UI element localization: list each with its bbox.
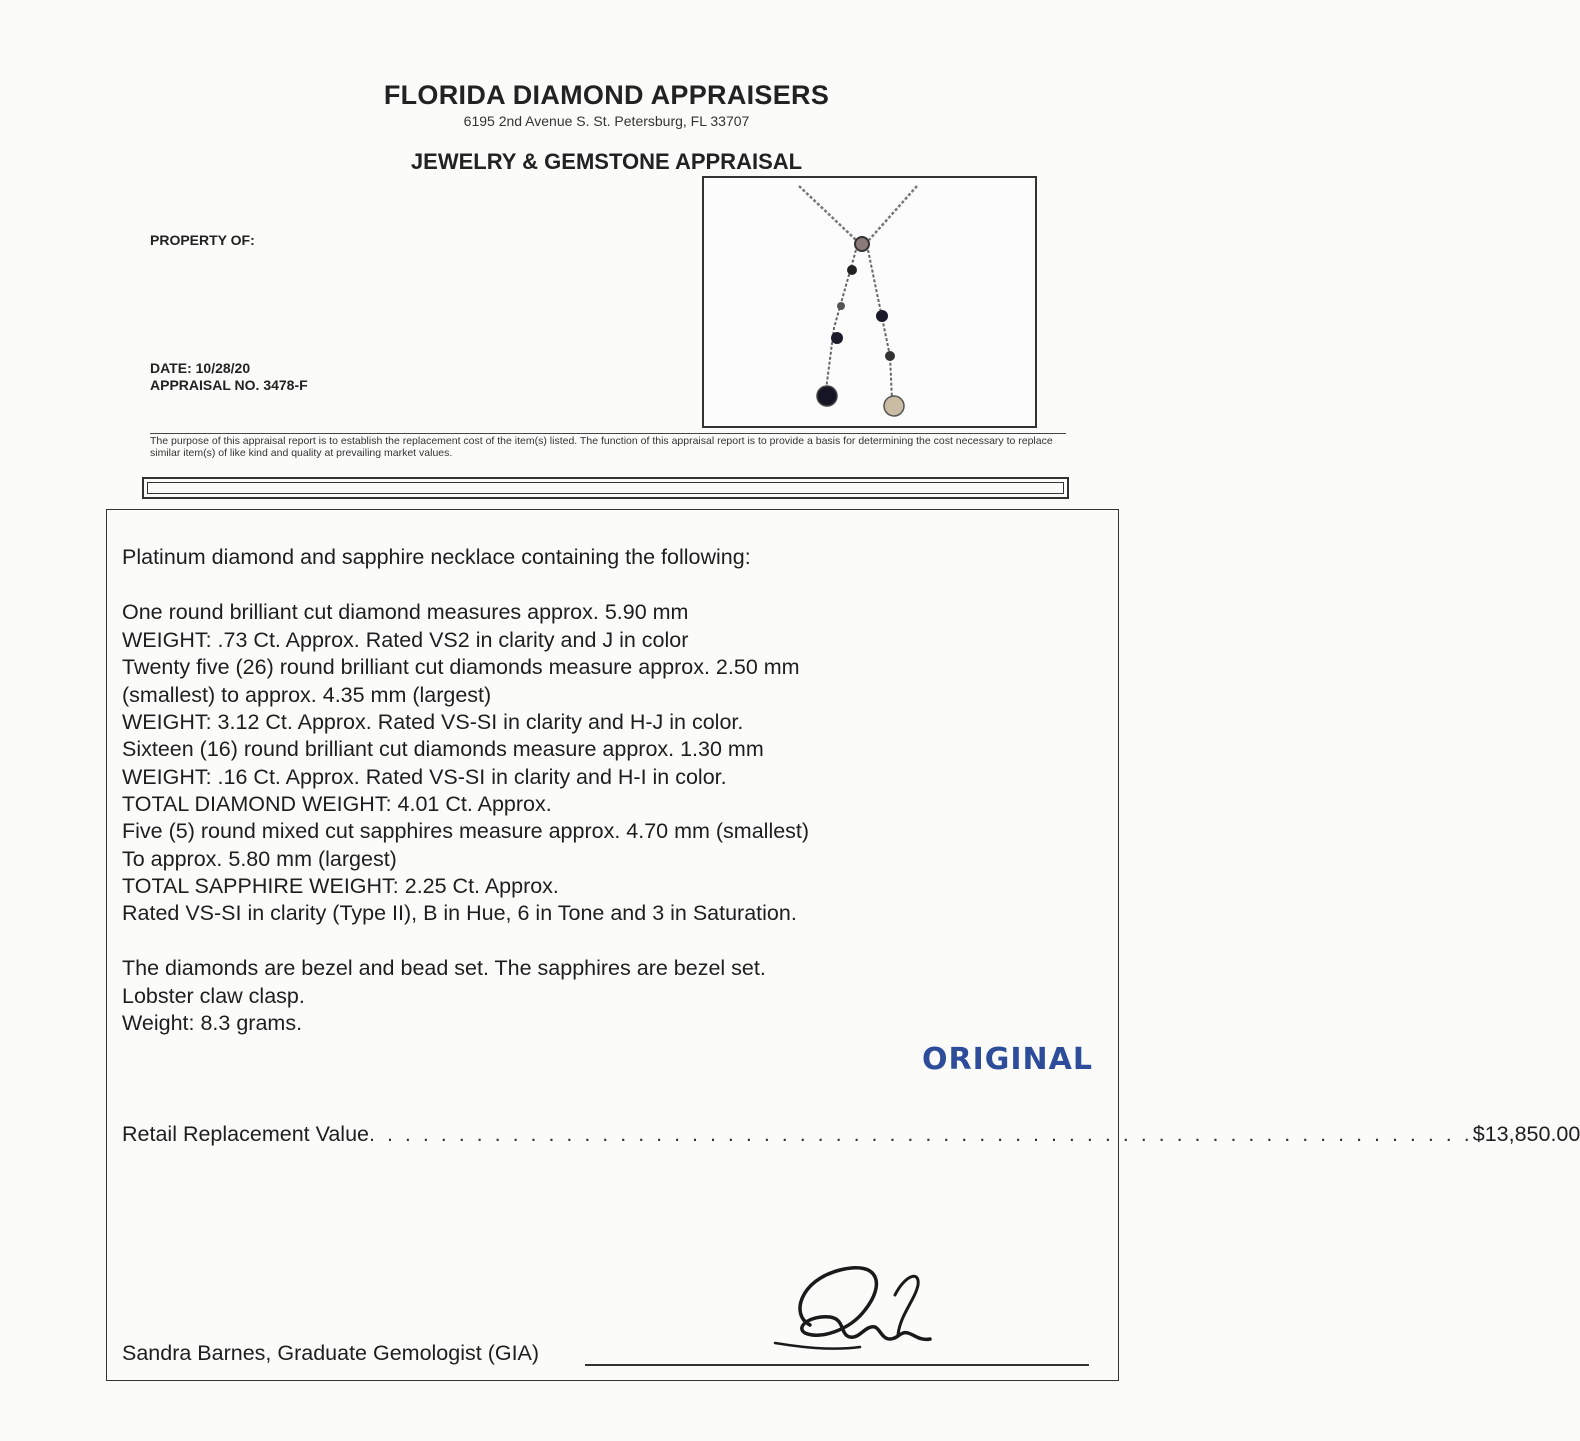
retail-value-row	[122, 1122, 1580, 1147]
necklace-photo	[702, 176, 1037, 428]
description-intro: Platinum diamond and sapphire necklace containing the following:	[122, 545, 751, 569]
description-line: Sixteen (16) round brilliant cut diamonds measure approx. 1.30 mm	[122, 737, 764, 761]
signature-image	[770, 1255, 950, 1365]
description-line: To approx. 5.80 mm (largest)	[122, 847, 397, 871]
description-line: Rated VS-SI in clarity (Type II), B in Hue, 6 in Tone and 3 in Saturation.	[122, 901, 797, 925]
retail-value-label: Retail Replacement Value	[122, 1122, 369, 1146]
date-row	[150, 360, 250, 376]
date-value: 10/28/20	[195, 360, 251, 376]
description-line: Five (5) round mixed cut sapphires measure approx. 4.70 mm (smallest)	[122, 819, 810, 843]
property-of-label: PROPERTY OF:	[150, 232, 255, 248]
description-line: TOTAL SAPPHIRE WEIGHT: 2.25 Ct. Approx.	[122, 874, 559, 898]
necklace-image	[704, 178, 1035, 426]
appraisal-number-row	[150, 377, 308, 393]
description-line: TOTAL DIAMOND WEIGHT: 4.01 Ct. Approx.	[122, 792, 552, 816]
leader-dots: . . . . . . . . . . . . . . . . . . . . . . . . . . . . . . . . . . . . . . . . . . . . . . . . . . . . . . . . . . . . . .	[369, 1122, 1473, 1146]
document-title: JEWELRY & GEMSTONE APPRAISAL	[410, 149, 803, 174]
description-line: WEIGHT: .16 Ct. Approx. Rated VS-SI in clarity and H-I in color.	[122, 765, 727, 789]
setting-line: The diamonds are bezel and bead set. The sapphires are bezel set.	[122, 956, 766, 980]
description-line: Twenty five (26) round brilliant cut diamonds measure approx. 2.50 mm	[122, 655, 800, 679]
decorative-double-bar-inner	[147, 482, 1064, 494]
description-line: WEIGHT: .73 Ct. Approx. Rated VS2 in clarity and J in color	[122, 628, 689, 652]
retail-value-amount: $13,850.00	[1472, 1122, 1580, 1146]
disclaimer-text: The purpose of this appraisal report is to establish the replacement cost of the item(s) listed. The function of this appraisal report is to provide a basis for determining the cost necessary to replace similar item(s) of like kind and quality at prevailing market values.	[150, 435, 1053, 459]
setting-line: Lobster claw clasp.	[122, 984, 305, 1008]
company-name: FLORIDA DIAMOND APPRAISERS	[383, 80, 830, 110]
description-line: (smallest) to approx. 4.35 mm (largest)	[122, 683, 492, 707]
decorative-double-bar	[142, 477, 1069, 499]
date-label: DATE:	[150, 360, 192, 376]
setting-line: Weight: 8.3 grams.	[122, 1011, 303, 1035]
description-line: WEIGHT: 3.12 Ct. Approx. Rated VS-SI in clarity and H-J in color.	[122, 710, 744, 734]
signature-label: Sandra Barnes, Graduate Gemologist (GIA)	[122, 1341, 540, 1365]
disclaimer-rule	[150, 433, 1066, 434]
appraisal-number-value: 3478-F	[263, 377, 308, 393]
original-stamp: ORIGINAL	[922, 1042, 1093, 1077]
appraisal-number-label: APPRAISAL NO.	[150, 377, 260, 393]
company-address: 6195 2nd Avenue S. St. Petersburg, FL 33707	[463, 113, 750, 129]
description-line: One round brilliant cut diamond measures approx. 5.90 mm	[122, 600, 689, 624]
